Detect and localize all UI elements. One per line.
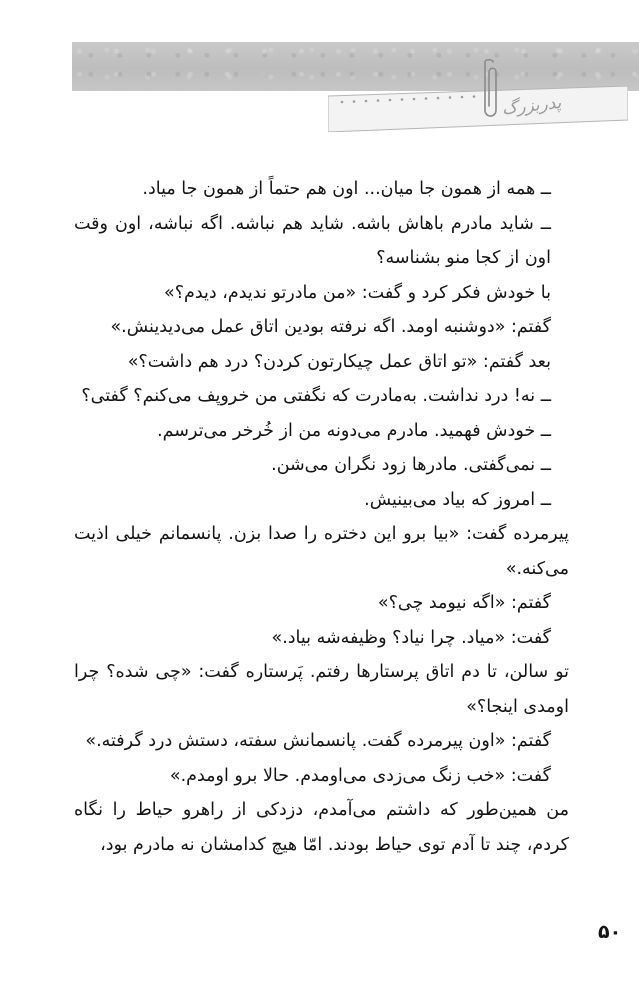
paragraph: ــ شاید مادرم باهاش باشه. شاید هم نباشه. اگه نباشه، اون وقت اون از کجا منو بشناسه؟ bbox=[74, 213, 551, 268]
paragraph: گفتم: «اون پیرمرده گفت. پانسمانش سفته، دستش درد گرفته.» bbox=[85, 731, 551, 751]
paragraph: ــ نمی‌گفتی. مادرها زود نگران می‌شن. bbox=[271, 455, 551, 475]
paragraph: گفتم: «دوشنبه اومد. اگه نرفته بودین اتاق عمل می‌دیدینش.» bbox=[110, 317, 551, 337]
paragraph: تو سالن، تا دم اتاق پرستارها رفتم. پَرستاره گفت: «چی شده؟ چرا اومدی اینجا؟» bbox=[74, 662, 569, 717]
paragraph: گفتم: «اگه نیومد چی؟» bbox=[377, 593, 551, 613]
paper-clip-icon bbox=[478, 58, 500, 124]
running-title: پدربزرگ bbox=[501, 92, 563, 120]
paragraph: ــ نه! درد نداشت. به‌مادرت که نگفتی من خروپف می‌کنم؟ گفتی؟ bbox=[81, 386, 551, 406]
paragraph: گفت: «خب زنگ می‌زدی می‌اومدم. حالا برو اومدم.» bbox=[169, 765, 551, 786]
paragraph: پیرمرده گفت: «بیا برو این دختره را صدا بزن. پانسمانم خیلی اذیت می‌کنه.» bbox=[74, 524, 569, 579]
paragraph: ــ امروز که بیاد می‌بینیش. bbox=[364, 489, 551, 510]
paragraph: گفت: «میاد. چرا نیاد؟ وظیفه‌شه بیاد.» bbox=[271, 627, 551, 648]
body-text bbox=[74, 172, 569, 862]
header-band bbox=[72, 42, 639, 91]
paragraph: ــ همه از همون جا میان... اون هم حتماً از همون جا میاد. bbox=[142, 179, 551, 199]
paragraph: من همین‌طور که داشتم می‌آمدم، دزدکی از راهرو حیاط را نگاه کردم، چند تا آدم توی حیاط بودند. امّا هیچ کدامشان نه مادرم بود، bbox=[74, 800, 569, 855]
paragraph: با خودش فکر کرد و گفت: «من مادرتو ندیدم، دیدم؟» bbox=[164, 282, 551, 303]
page-number: ۵۰ bbox=[598, 921, 622, 943]
paragraph: ــ خودش فهمید. مادرم می‌دونه من از خُرخر می‌ترسم. bbox=[157, 420, 551, 441]
paragraph: بعد گفتم: «تو اتاق عمل چیکارتون کردن؟ درد هم داشت؟» bbox=[127, 351, 551, 372]
